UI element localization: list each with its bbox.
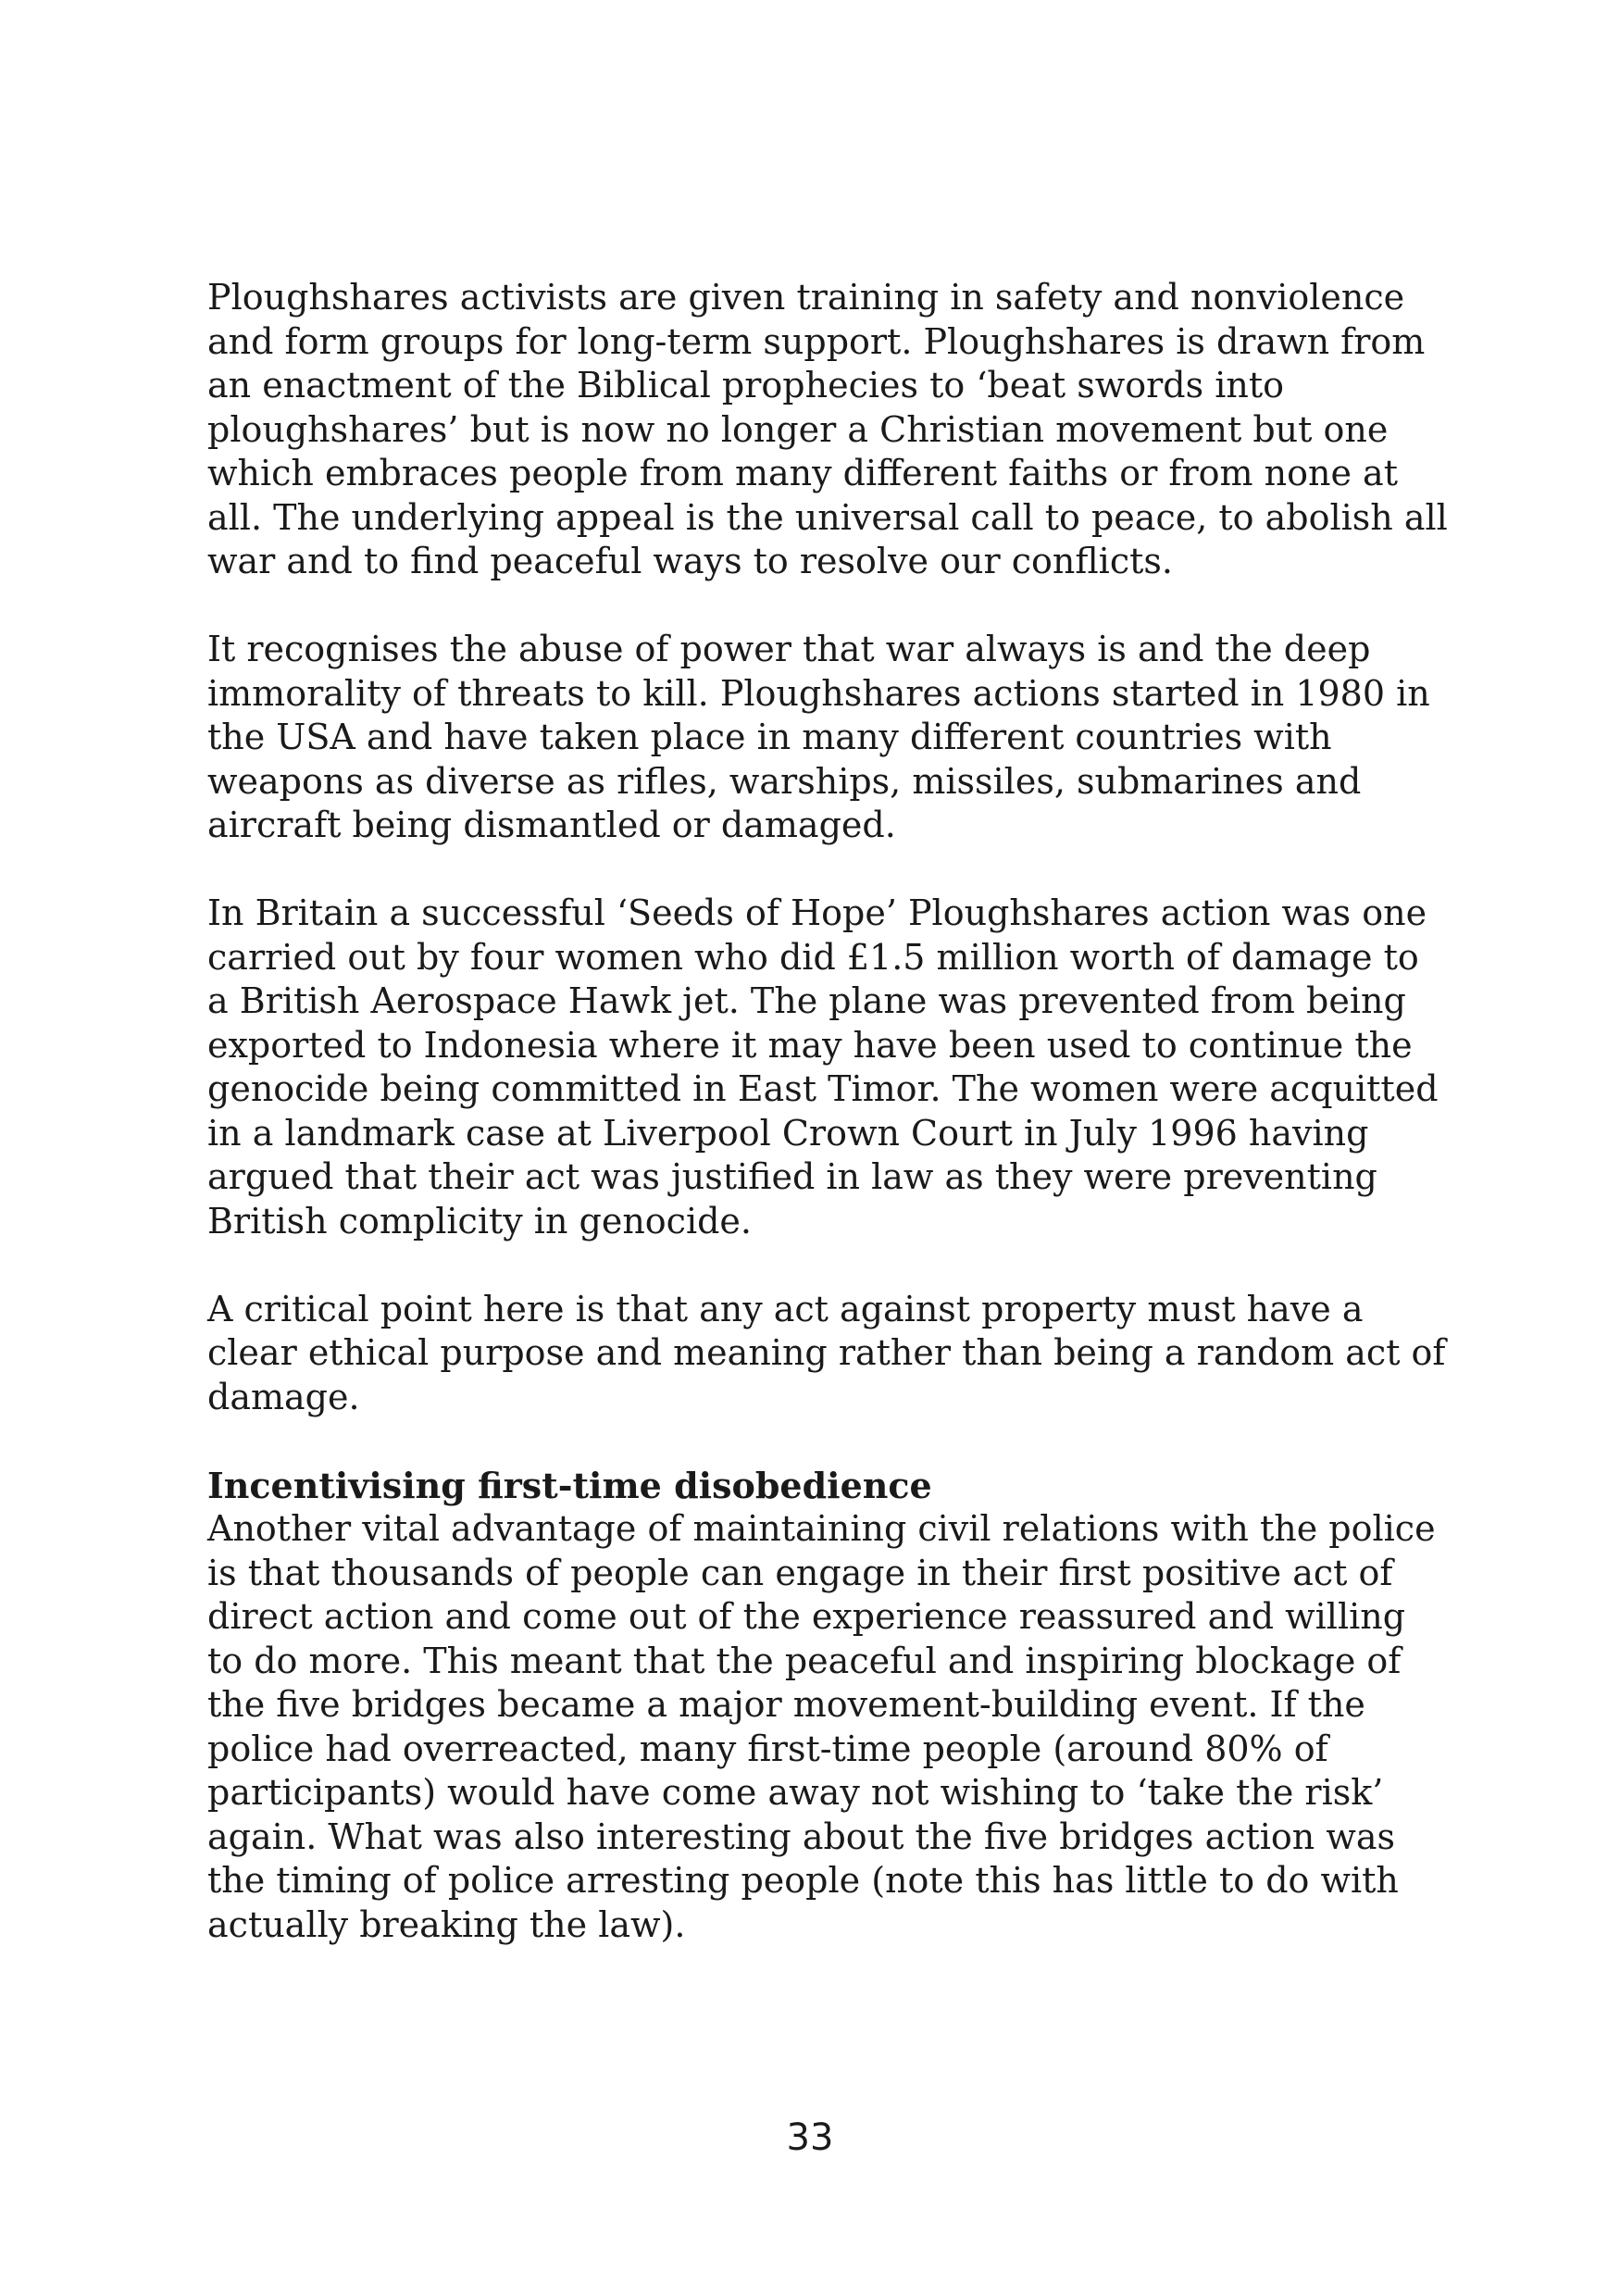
- page-number: 33: [786, 2116, 834, 2159]
- section-body-paragraph: Another vital advantage of maintaining civil relations with the police is that thousands of people can engage in their first positive act of direct action and come out of the experience reassured and willing to do more. This meant that the peaceful and inspiring blockage of the five bridges became a major movement-building event. If the police had overreacted, many first-time people (around 80% of participants) would have come away not wishing to ‘take the risk’ again. What was also interesting about the five bridges action was the timing of police arresting people (note this has little to do with actually breaking the law).: [207, 1508, 1436, 1945]
- paragraph-ploughshares-training: Ploughshares activists are given training in safety and nonviolence and form groups for long-term support. Ploughshares is drawn from an enactment of the Biblical prophecies to ‘beat swords into ploughshares’ but is now no longer a Christian movement but one which embraces people from many different faiths or from none at all. The underlying appeal is the universal call to peace, to abolish all war and to find peaceful ways to resolve our conflicts.: [207, 277, 1448, 581]
- paragraph-abuse-of-power: It recognises the abuse of power that war always is and the deep immorality of threats to kill. Ploughshares actions started in 1980 in the USA and have taken place in many different countries with weapons as diverse as rifles, warships, missiles, submarines and aircraft being dismantled or damaged.: [207, 629, 1430, 845]
- section-heading: Incentivising first-time disobedience: [207, 1464, 932, 1506]
- page-body: [207, 276, 1448, 1947]
- paragraph-seeds-of-hope: In Britain a successful ‘Seeds of Hope’ Ploughshares action was one carried out by four women who did £1.5 million worth of damage to a British Aerospace Hawk jet. The plane was prevented from being exported to Indonesia where it may have been used to continue the genocide being committed in East Timor. The women were acquitted in a landmark case at Liverpool Crown Court in July 1996 having argued that their act was justified in law as they were preventing British complicity in genocide.: [207, 892, 1439, 1242]
- paragraph-critical-point: A critical point here is that any act against property must have a clear ethical purpose and meaning rather than being a random act of damage.: [207, 1288, 1446, 1417]
